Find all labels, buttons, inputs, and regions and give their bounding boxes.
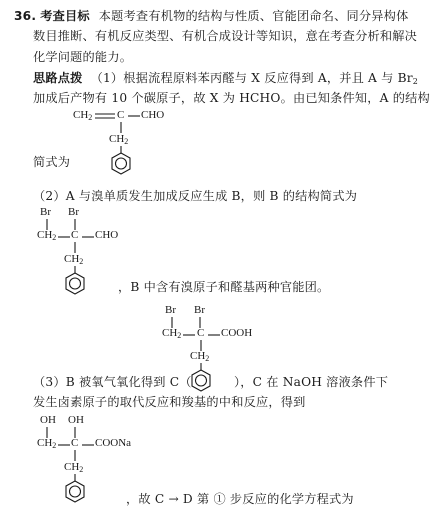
benzene-ring-icon bbox=[64, 272, 86, 296]
struct-d-coona: COONa bbox=[95, 437, 132, 449]
aim-label: 考查目标 bbox=[40, 9, 90, 23]
struct-c-c: C bbox=[197, 327, 205, 339]
struct-d-ch2b: $CH_2$ bbox=[64, 461, 84, 474]
hint-p3-after: ，故 C → D 第 ① 步反应的化学方程式为 bbox=[126, 492, 354, 506]
aim-text-1: 本题考查有机物的结构与性质、官能团命名、同分异构体 bbox=[98, 9, 409, 23]
struct-c-ch2b: $CH_2$ bbox=[190, 350, 210, 363]
struct-b-ch2b: $CH_2$ bbox=[64, 253, 84, 266]
hint-p1-sub: 2 bbox=[412, 77, 419, 86]
struct-b-bond-1 bbox=[57, 233, 71, 241]
hint-p2-line-1: （2）A 与溴单质发生加成反应生成 B，则 B 的结构简式为 bbox=[33, 189, 358, 203]
benzene-ring-icon bbox=[64, 480, 86, 504]
struct-c-bond-1 bbox=[182, 331, 196, 339]
struct-b-c: C bbox=[71, 229, 79, 241]
struct-b-ch2: $CH_2$ bbox=[37, 229, 57, 242]
struct-d-ch2: $CH_2$ bbox=[37, 437, 57, 450]
struct-a-double-bond bbox=[94, 111, 116, 121]
struct-b-br1: Br bbox=[40, 206, 51, 218]
struct-d-oh1: OH bbox=[40, 414, 56, 426]
struct-a-ch2b: $CH_2$ bbox=[109, 133, 129, 146]
struct-c-br1: Br bbox=[165, 304, 176, 316]
struct-a-ch2: $CH_2$ bbox=[73, 109, 93, 122]
struct-a-cho: CHO bbox=[141, 109, 165, 121]
struct-b-cho: CHO bbox=[95, 229, 119, 241]
hint-p1-line-4: 简式为 bbox=[33, 155, 71, 169]
struct-c-bond-2 bbox=[207, 331, 221, 339]
hint-p3-line-2: 发生卤素原子的取代反应和羧基的中和反应，得到 bbox=[33, 395, 306, 409]
struct-c-br2: Br bbox=[194, 304, 205, 316]
aim-text-2: 数目推断、有机反应类型、有机合成设计等知识，意在考查分析和解决 bbox=[33, 29, 418, 43]
benzene-ring-icon bbox=[110, 152, 132, 176]
hint-p2-after: ，B 中含有溴原子和醛基两种官能团。 bbox=[118, 280, 330, 294]
struct-c-cooh: COOH bbox=[221, 327, 253, 339]
question-number: 36. bbox=[14, 9, 37, 23]
struct-a-bond bbox=[127, 111, 141, 121]
struct-d-c: C bbox=[71, 437, 79, 449]
struct-b-bond-2 bbox=[81, 233, 95, 241]
struct-a-c: C bbox=[117, 109, 125, 121]
hint-p3-b: ），C 在 NaOH 溶液条件下 bbox=[234, 375, 389, 389]
struct-d-bond-2 bbox=[81, 441, 95, 449]
struct-c-ch2: $CH_2$ bbox=[162, 327, 182, 340]
struct-d-oh2: OH bbox=[68, 414, 84, 426]
struct-d-bond-1 bbox=[57, 441, 71, 449]
aim-text-3: 化学问题的能力。 bbox=[33, 50, 133, 64]
benzene-ring-icon bbox=[190, 369, 212, 393]
hint-p1-a: （1）根据流程原料苯丙醛与 X 反应得到 A，并且 A 与 Br bbox=[90, 71, 413, 85]
hint-label: 思路点拨 bbox=[33, 71, 83, 85]
hint-p1-line-2: 加成后产物有 10 个碳原子，故 X 为 HCHO。由已知条件知，A 的结构 bbox=[33, 91, 430, 105]
struct-b-br2: Br bbox=[68, 206, 79, 218]
hint-p3-a: （3）B 被氧气氧化得到 C（ bbox=[33, 375, 192, 389]
question-line-1 bbox=[14, 6, 408, 26]
